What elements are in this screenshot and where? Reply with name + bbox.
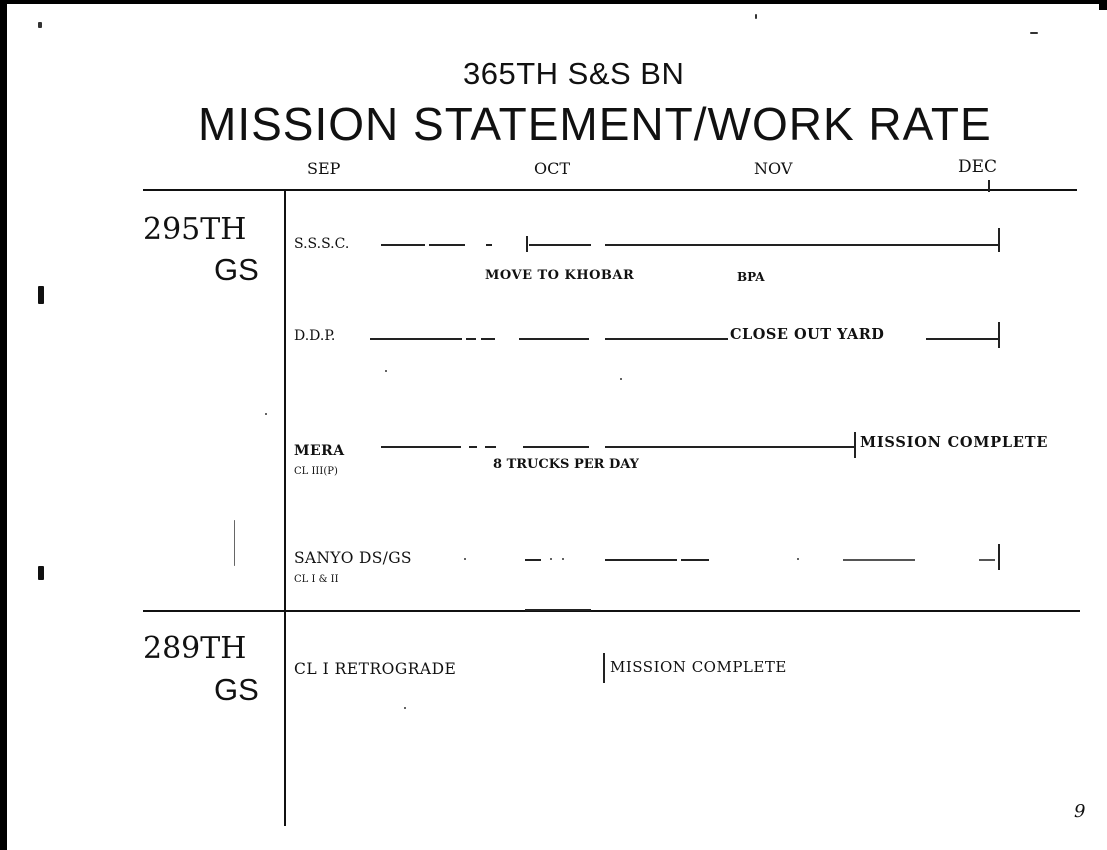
- timeline-bar: [605, 446, 854, 448]
- month-sep: SEP: [307, 159, 341, 178]
- task-retrograde-note-complete: MISSION COMPLETE: [610, 658, 787, 676]
- task-mera-note-trucks: 8 TRUCKS PER DAY: [493, 457, 639, 472]
- timeline-bar: [681, 559, 709, 561]
- timeline-bar: [926, 338, 998, 340]
- dec-header-tick: [988, 180, 990, 192]
- unit-295-line1: 295TH: [143, 212, 247, 247]
- page-title: MISSION STATEMENT/WORK RATE: [198, 98, 992, 150]
- scan-speck: [464, 558, 466, 560]
- timeline-bar: [843, 559, 915, 561]
- timeline-bar: [979, 559, 995, 561]
- task-sanyo-sub: CL I & II: [294, 574, 339, 585]
- timeline-marker: [526, 236, 528, 252]
- scan-speck: [755, 14, 757, 19]
- timeline-bar: [381, 446, 461, 448]
- task-mera-label: MERA: [294, 443, 345, 459]
- timeline-bar: [519, 338, 589, 340]
- month-oct: OCT: [534, 159, 571, 178]
- section-divider: [143, 610, 1080, 612]
- month-nov: NOV: [754, 159, 793, 178]
- scan-speck: [562, 558, 564, 560]
- unit-289-line1: 289TH: [143, 631, 247, 666]
- timeline-bar: [605, 338, 728, 340]
- scan-border-left: [0, 0, 7, 850]
- timeline-end-marker: [998, 228, 1000, 252]
- timeline-bar: [525, 559, 541, 561]
- unit-289-line2: GS: [214, 672, 259, 707]
- scan-speck: [385, 370, 387, 372]
- page-number: 9: [1074, 801, 1086, 822]
- timeline-bar: [523, 446, 589, 448]
- column-divider: [284, 190, 286, 826]
- timeline-bar: [429, 244, 465, 246]
- month-dec: DEC: [958, 157, 998, 177]
- timeline-marker: [603, 653, 605, 683]
- scan-speck: [620, 378, 622, 380]
- scan-speck: [550, 558, 552, 560]
- task-sssc-label: S.S.S.C.: [294, 236, 350, 252]
- timeline-bar: [485, 446, 496, 448]
- timeline-bar: [481, 338, 495, 340]
- timeline-bar: [605, 559, 677, 561]
- task-mera-note-complete: MISSION COMPLETE: [860, 434, 1049, 451]
- timeline-bar: [469, 446, 477, 448]
- task-sssc-note-bpa: BPA: [737, 270, 765, 284]
- scan-speck: [265, 413, 267, 415]
- scan-speck: [1030, 32, 1038, 34]
- timeline-bar: [381, 244, 425, 246]
- scan-speck: [38, 566, 44, 580]
- unit-295-line2: GS: [214, 252, 259, 287]
- timeline-end-marker: [998, 322, 1000, 348]
- unit-heading: 365TH S&S BN: [463, 56, 685, 91]
- task-mera-sub: CL III(P): [294, 466, 338, 477]
- timeline-bar: [370, 338, 462, 340]
- task-sanyo-label: SANYO DS/GS: [294, 549, 412, 567]
- timeline-bar: [486, 244, 492, 246]
- task-sssc-note-move: MOVE TO KHOBAR: [485, 268, 635, 283]
- scan-border-corner: [1099, 0, 1107, 10]
- scan-speck: [234, 520, 235, 566]
- timeline-bar: [466, 338, 476, 340]
- scan-speck: [404, 707, 406, 709]
- task-ddp-label: D.D.P.: [294, 328, 336, 344]
- scan-border-top: [0, 0, 1107, 4]
- scan-speck: [38, 22, 42, 28]
- timeline-bar: [529, 244, 591, 246]
- task-ddp-note-closeout: CLOSE OUT YARD: [730, 326, 885, 343]
- timeline-end-marker: [854, 432, 856, 458]
- timeline-end-marker: [998, 544, 1000, 570]
- scan-speck: [38, 286, 44, 304]
- timeline-bar: [525, 609, 591, 611]
- task-retrograde-label: CL I RETROGRADE: [294, 660, 457, 678]
- timeline-bar: [605, 244, 999, 246]
- scan-speck: [797, 558, 799, 560]
